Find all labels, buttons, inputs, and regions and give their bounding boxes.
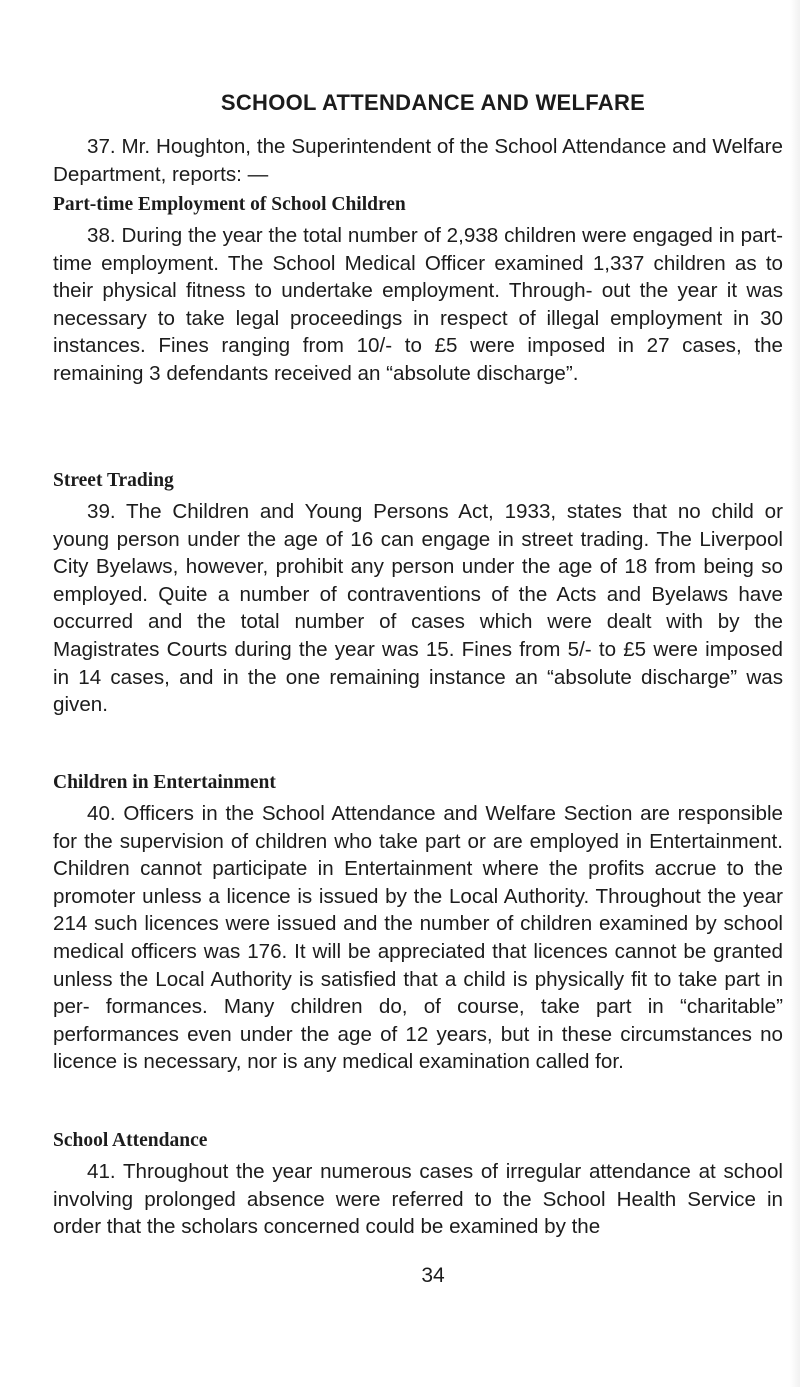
intro-paragraph-block [53, 133, 783, 188]
section-paragraph: 41. Throughout the year numerous cases of irregular attendance at school involving prolonged absence were referred to the School Health Service in order that the scholars concerned could be examined by the [53, 1160, 783, 1239]
page-number: 34 [421, 1264, 445, 1287]
page-title: SCHOOL ATTENDANCE AND WELFARE [220, 90, 646, 115]
section-heading: Street Trading [53, 470, 174, 491]
intro-paragraph: 37. Mr. Houghton, the Superintendent of the School Attendance and Welfare Department, reports: — [53, 135, 783, 186]
page-edge-shadow [790, 0, 800, 1387]
document-page [53, 0, 783, 1387]
section-paragraph: 39. The Children and Young Persons Act, 1933, states that no child or young person under the age of 16 can engage in street trading. The Liverpool City Byelaws, however, prohibit any person under the age of 18 from being so employed. Quite a number of contraventions of the Acts and Byelaws have occurred and the total number of cases which were dealt with by the Magistrates Courts during the year was 15. Fines from 5/- to £5 were imposed in 14 cases, and in the one remaining instance an “absolute discharge” was given. [53, 500, 783, 717]
section-heading: School Attendance [53, 1130, 208, 1151]
section-street-trading [53, 469, 783, 719]
section-paragraph: 38. During the year the total number of 2,938 children were engaged in part-time employment. The School Medical Officer examined 1,337 children as to their physical fitness to undertake employment. Through- out the year it was necessary to take legal proceedings in respect of illegal employment in 30 instances. Fines ranging from 10/- to £5 were imposed in 27 cases, the remaining 3 defendants received an “absolute discharge”. [53, 224, 783, 385]
section-children-in-entertainment [53, 771, 783, 1076]
section-heading: Children in Entertainment [53, 772, 276, 793]
section-school-attendance [53, 1129, 783, 1241]
section-part-time-employment [53, 193, 783, 388]
section-paragraph: 40. Officers in the School Attendance and Welfare Section are responsible for the supervision of children who take part or are employed in Entertainment. Children cannot participate in Entertainment where the profits accrue to the promoter unless a licence is issued by the Local Authority. Throughout the year 214 such licences were issued and the number of children examined by school medical officers was 176. It will be appreciated that licences cannot be granted unless the Local Authority is satisfied that a child is physically fit to take part in per- formances. Many children do, of course, take part in “charitable” performances even under the age of 12 years, but in these circumstances no licence is necessary, nor is any medical examination called for. [53, 802, 783, 1074]
section-heading: Part-time Employment of School Children [53, 194, 406, 215]
